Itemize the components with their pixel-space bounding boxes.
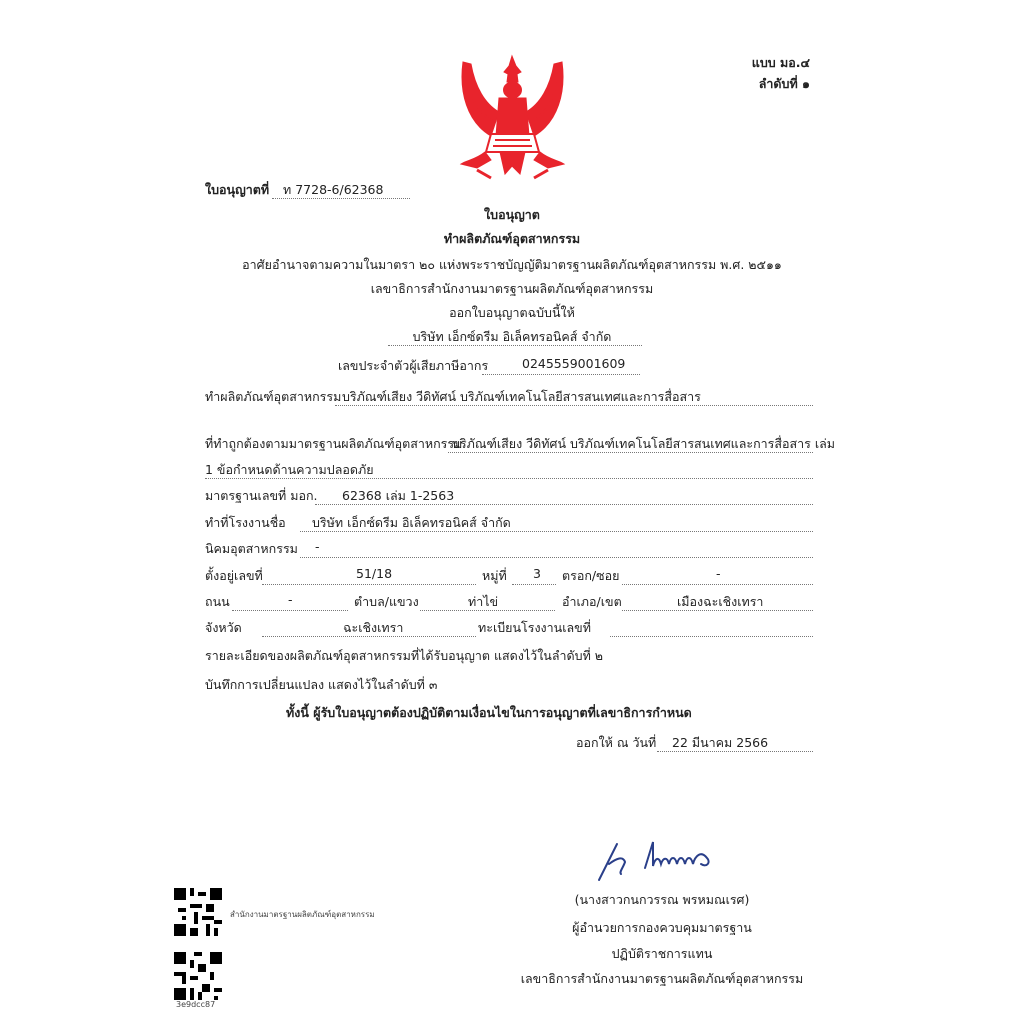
address-soi-label: ตรอก/ซอย	[562, 568, 620, 583]
signer-position: ผู้อำนวยการกองควบคุมมาตรฐาน	[572, 920, 752, 935]
address-moo-label: หมู่ที่	[482, 568, 507, 583]
address-road-label: ถนน	[205, 594, 230, 609]
address-soi-value: -	[716, 566, 721, 581]
tax-id-value: 0245559001609	[522, 356, 626, 371]
form-order: ลำดับที่ ๑	[758, 76, 810, 91]
tax-id-label: เลขประจำตัวผู้เสียภาษีอากร	[338, 358, 489, 373]
address-tambon-value: ท่าไข่	[468, 594, 499, 609]
detail-line: รายละเอียดของผลิตภัณฑ์อุตสาหกรรมที่ได้รับอนุญาต แสดงไว้ในลำดับที่ ๒	[205, 648, 604, 663]
standard-no-label: มาตรฐานเลขที่ มอก.	[205, 488, 318, 503]
change-line: บันทึกการเปลี่ยนแปลง แสดงไว้ในลำดับที่ ๓	[205, 677, 438, 692]
issue-to-line: ออกใบอนุญาตฉบับนี้ให้	[449, 305, 575, 320]
standard-no-value: 62368 เล่ม 1-2563	[342, 488, 455, 503]
qr-caption: สำนักงานมาตรฐานผลิตภัณฑ์อุตสาหกรรม	[230, 910, 375, 919]
signer-name: (นางสาวกนกวรรณ พรหมณเรศ)	[574, 892, 750, 907]
issuer-line: เลขาธิการสำนักงานมาตรฐานผลิตภัณฑ์อุตสาหกรรม	[370, 281, 654, 296]
issued-label: ออกให้ ณ วันที่	[576, 735, 657, 750]
issued-date: 22 มีนาคม 2566	[672, 735, 769, 750]
qr-code-text: 3e9dcc87	[176, 1000, 216, 1009]
form-code: แบบ มอ.๔	[751, 55, 810, 70]
address-amphoe-label: อำเภอ/เขต	[562, 594, 622, 609]
qr-code-bottom	[174, 952, 222, 1000]
address-reg-label: ทะเบียนโรงงานเลขที่	[478, 620, 591, 635]
address-tambon-label: ตำบล/แขวง	[354, 594, 419, 609]
document-title: ใบอนุญาต	[484, 207, 540, 222]
product-label: ทำผลิตภัณฑ์อุตสาหกรรม	[205, 389, 342, 404]
standard-conform-label: ที่ทำถูกต้องตามมาตรฐานผลิตภัณฑ์อุตสาหกรรม	[205, 436, 463, 451]
estate-label: นิคมอุตสาหกรรม	[205, 541, 298, 556]
garuda-emblem	[455, 52, 570, 182]
address-no-value: 51/18	[356, 566, 393, 581]
address-no-label: ตั้งอยู่เลขที่	[205, 568, 263, 583]
signer-office: เลขาธิการสำนักงานมาตรฐานผลิตภัณฑ์อุตสาหกรรม	[520, 971, 804, 986]
address-amphoe-value: เมืองฉะเชิงเทรา	[677, 594, 764, 609]
product-value: บริภัณฑ์เสียง วีดิทัศน์ บริภัณฑ์เทคโนโลยีสารสนเทศและการสื่อสาร	[342, 389, 701, 404]
license-no-label: ใบอนุญาตที่	[205, 182, 270, 197]
license-no-value: ท 7728-6/62368	[283, 182, 384, 197]
signer-acting: ปฏิบัติราชการแทน	[611, 946, 713, 961]
standard-conform-value-2: 1 ข้อกำหนดด้านความปลอดภัย	[205, 462, 374, 477]
qr-code-top	[174, 888, 222, 936]
document-subtitle: ทำผลิตภัณฑ์อุตสาหกรรม	[443, 231, 581, 246]
address-moo-value: 3	[533, 566, 541, 581]
address-province-label: จังหวัด	[205, 620, 242, 635]
estate-value: -	[315, 539, 320, 554]
address-road-value: -	[288, 592, 293, 607]
factory-value: บริษัท เอ็กซ์ดรีม อิเล็คทรอนิคส์ จำกัด	[312, 515, 511, 530]
condition-line: ทั้งนี้ ผู้รับใบอนุญาตต้องปฏิบัติตามเงื่อนไขในการอนุญาตที่เลขาธิการกำหนด	[286, 705, 692, 720]
signature-image	[595, 838, 725, 886]
company-name: บริษัท เอ็กซ์ดรีม อิเล็คทรอนิคส์ จำกัด	[412, 329, 612, 344]
factory-label: ทำที่โรงงานชื่อ	[205, 515, 286, 530]
standard-conform-value: บริภัณฑ์เสียง วีดิทัศน์ บริภัณฑ์เทคโนโลยีสารสนเทศและการสื่อสาร เล่ม	[452, 436, 836, 451]
authority-line: อาศัยอำนาจตามความในมาตรา ๒๐ แห่งพระราชบัญญัติมาตรฐานผลิตภัณฑ์อุตสาหกรรม พ.ศ. ๒๕๑๑	[242, 257, 782, 272]
address-province-value: ฉะเชิงเทรา	[343, 620, 404, 635]
